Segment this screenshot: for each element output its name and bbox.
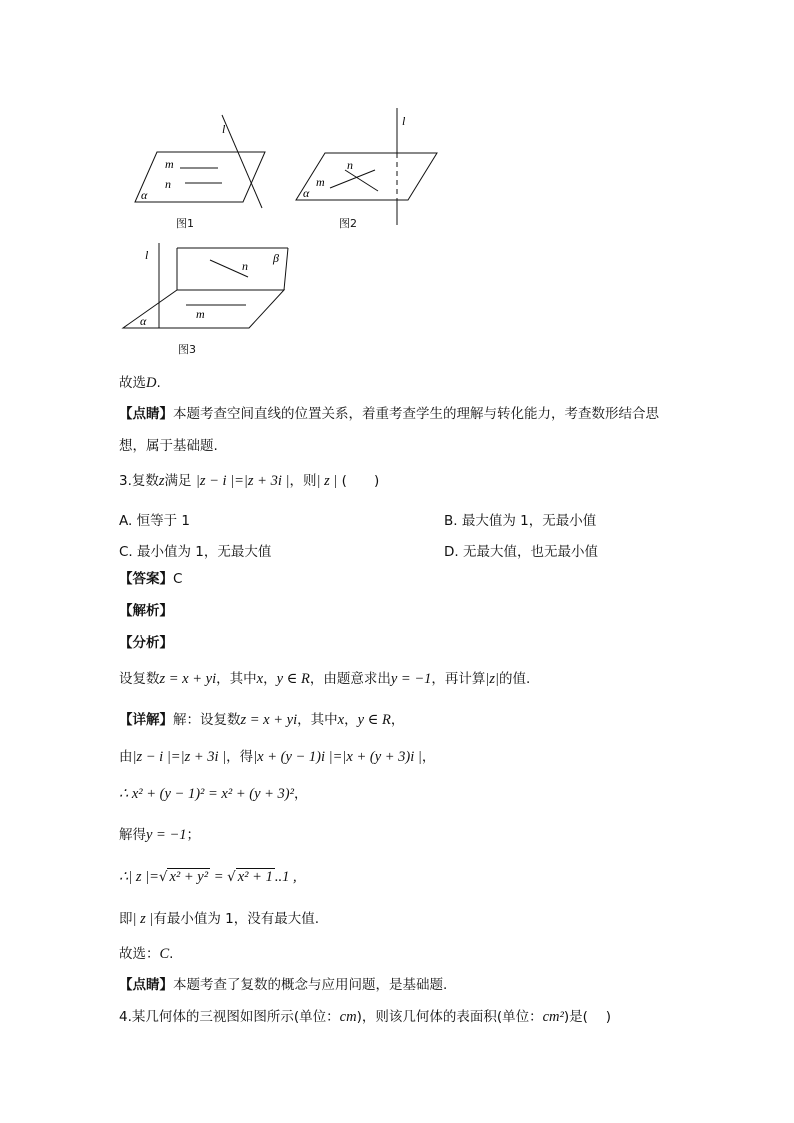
q3-condition: |z − i |=|z + 3i | [195, 473, 290, 489]
q3-sqrt2: x² + 1 [237, 869, 273, 885]
q3-fenxi-y1: y = −1 [390, 671, 432, 687]
q3-ji-2: 有最小值为 1，没有最大值. [153, 911, 320, 927]
q3-xj-3: ， [390, 712, 405, 728]
q3-choose-answer: C [159, 946, 170, 962]
q3-stem-end: ( ) [341, 473, 380, 489]
q4-unit1: cm [339, 1009, 357, 1025]
q3-therefore1-line: ∴ x² + (y − 1)² = x² + (y + 3)²， [119, 786, 308, 802]
q3-fenxi-eq: z = x + yi [159, 671, 217, 687]
q3-choose-line [119, 945, 173, 963]
prev-dianjing-line1 [119, 405, 659, 423]
fig2-label-m: m [316, 175, 325, 189]
q3-jiede: 解得 [119, 827, 146, 843]
q3-fenxi-x: x [256, 671, 264, 687]
q3-semi: ； [186, 827, 201, 843]
q4-stem-2: )，则该几何体的表面积(单位： [356, 1009, 543, 1025]
fig2-caption: 图2 [339, 217, 357, 230]
q3-dianjing-tag: 【点睛】 [119, 977, 173, 993]
q3-sqrt1: x² + y² [169, 869, 209, 885]
figure-1 [125, 105, 275, 230]
q3-ji-line [119, 910, 319, 928]
q3-answer-tag: 【答案】 [119, 571, 173, 587]
q3-fenxi-1: 设复数 [119, 671, 160, 687]
q3-choose-prefix: 故选： [119, 946, 160, 962]
prev-dianjing-tag: 【点睛】 [119, 406, 173, 422]
q3-fenxi-y: y ∈ R [276, 671, 310, 687]
q3-jiexi-tag: 【解析】 [119, 603, 173, 619]
q3-option-c: C. 最小值为 1，无最大值 [119, 544, 272, 560]
q3-fenxi-2: ，其中 [216, 671, 257, 687]
q3-xj-eq: z = x + yi [240, 712, 298, 728]
fig1-caption: 图1 [176, 217, 194, 230]
prev-choose-answer: D [146, 375, 157, 391]
q3-fenxi-absz: |z| [485, 671, 499, 687]
q3-fenxi-5: 的值. [498, 671, 531, 687]
q3-solve-line [119, 826, 200, 844]
q3-eq: = [210, 869, 228, 885]
fig2-label-alpha: α [303, 186, 310, 200]
q3-absz: | z | [316, 473, 338, 489]
prev-dianjing-line2 [119, 437, 218, 455]
fig2-label-l: l [402, 114, 406, 128]
figure-2-diagram [290, 103, 440, 228]
fig3-label-beta: β [273, 251, 279, 265]
q3-xiangjie-tag: 【详解】 [119, 712, 173, 728]
q3-fenxi-4: ，再计算 [431, 671, 486, 687]
figure-3-diagram [118, 240, 298, 340]
q4-stem-1: 4.某几何体的三视图如图所示(单位： [119, 1009, 340, 1025]
fig1-label-alpha: α [141, 188, 148, 202]
q3-derive-line: 由|z − i |=|z + 3i |，得|x + (y − 1)i |=|x + (y + 3)i |， [119, 749, 436, 765]
q3-fenxi-line: 设复数z = x + yi，其中x，y ∈ R，由题意求出y = −1，再计算|z|的值. [119, 671, 531, 687]
q3-therefore2-line [119, 868, 297, 886]
q3-dianjing-line [119, 976, 447, 994]
q4-stem-3: )是( ) [563, 1009, 611, 1025]
fig3-label-m: m [196, 307, 205, 321]
q3-stem-then: ，则 [289, 473, 317, 489]
fig2-label-n: n [347, 158, 353, 172]
q3-you: 由 [119, 749, 133, 765]
q3-cond3: |x + (y − 1)i |=|x + (y + 3)i | [253, 749, 422, 765]
prev-choose-prefix: 故选 [119, 375, 146, 391]
sqrt-radical-icon: √ [158, 869, 168, 885]
q3-fenxi-3: ，由题意求出 [309, 671, 391, 687]
q3-stem [119, 472, 379, 490]
figure-2 [290, 103, 440, 228]
q3-z: z [158, 473, 165, 489]
fig3-label-alpha: α [140, 314, 147, 328]
q3-choose-suffix: . [169, 946, 174, 962]
q3-dianjing-text: 本题考查了复数的概念与应用问题，是基础题. [173, 977, 448, 993]
fig3-caption: 图3 [178, 343, 196, 356]
q3-option-d: D. 无最大值，也无最小值 [444, 544, 598, 560]
fig3-label-l: l [145, 248, 149, 262]
q3-fenxi-tag: 【分析】 [119, 635, 173, 651]
q3-ji-absz: | z | [132, 911, 154, 927]
q3-answer: C [173, 571, 183, 587]
q3-cond2: |z − i |=|z + 3i | [132, 749, 227, 765]
fig1-label-m: m [165, 157, 174, 171]
fig1-label-l: l [222, 122, 226, 136]
q4-stem [119, 1008, 611, 1026]
prev-choose-suffix: . [156, 375, 161, 391]
q3-xiangjie-line: 【详解】解：设复数z = x + yi，其中x，y ∈ R， [119, 712, 405, 728]
q3-therefore2-a: ∴| z |= [119, 869, 159, 885]
q4-unit2: cm² [542, 1009, 564, 1025]
q3-xj-y: y ∈ R [357, 712, 391, 728]
q3-therefore2-b: ..1 , [274, 869, 297, 885]
sqrt-radical-icon: √ [227, 869, 236, 885]
q3-stem-prefix: 3.复数 [119, 473, 159, 489]
prev-dianjing-text2: 想，属于基础题. [119, 438, 218, 454]
prev-dianjing-text1: 本题考查空间直线的位置关系，着重考查学生的理解与转化能力，考查数形结合思 [173, 406, 659, 422]
q3-y-val: y = −1 [146, 827, 187, 843]
figure-1-diagram [125, 105, 275, 230]
fig3-label-n: n [242, 259, 248, 273]
q3-answer-line [119, 570, 182, 588]
q3-xj-x: x [337, 712, 345, 728]
fig1-label-n: n [165, 177, 171, 191]
prev-choose-line [119, 374, 161, 392]
q3-option-a: A. 恒等于 1 [119, 513, 190, 529]
q3-xj-1: 解：设复数 [173, 712, 241, 728]
q3-xj-2: ，其中 [297, 712, 338, 728]
q3-stem-mid: 满足 [164, 473, 192, 489]
q3-de: ，得 [226, 749, 254, 765]
q3-option-b: B. 最大值为 1，无最小值 [444, 513, 597, 529]
q3-ji-1: 即 [119, 911, 133, 927]
figure-3 [118, 240, 298, 340]
q3-therefore1: ∴ x² + (y − 1)² = x² + (y + 3)² [119, 786, 294, 802]
